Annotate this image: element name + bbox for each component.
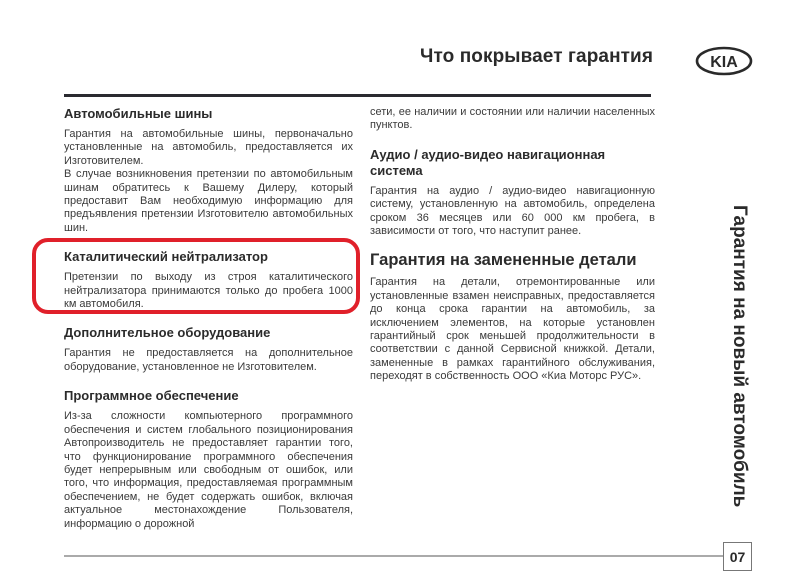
header-divider bbox=[64, 94, 651, 97]
catalyst-highlight-box bbox=[32, 238, 360, 314]
section-body-extra-equipment: Гарантия не предоставляется на дополнительное оборудование, установленное не Изготовителем. bbox=[64, 347, 353, 373]
page-number: 07 bbox=[723, 542, 752, 571]
page-title: Что покрывает гарантия bbox=[420, 46, 654, 67]
section-body-replaced-parts: Гарантия на детали, отремонтированные или установленные взамен неисправных, предоставляется до конца срока гарантии на автомобиль, за исключением элементов, на которые установлен гарантийный срок меньшей продолжительности в соответствии с данной Сервисной книжкой. Детали, замененные в рамках гарантийного обслуживания, переходят в собственность ООО «Киа Моторс РУС». bbox=[370, 276, 655, 383]
section-heading-replaced-parts: Гарантия на замененные детали bbox=[370, 251, 637, 270]
continuation-text: сети, ее наличии и состоянии или наличии населенных пунктов. bbox=[370, 106, 655, 132]
section-heading-catalyst: Каталитический нейтрализатор bbox=[64, 249, 268, 265]
side-chapter-title: Гарантия на новый автомобиль bbox=[729, 205, 750, 508]
section-body-tires: Гарантия на автомобильные шины, первоначально установленные на автомобиль, предоставляется их Изготовителем. bbox=[64, 128, 353, 167]
section-heading-audio: Аудио / аудио-видео навигационная система bbox=[370, 146, 606, 178]
section-heading-software: Программное обеспечение bbox=[64, 388, 239, 404]
footer-divider bbox=[64, 555, 723, 557]
svg-text:KIA: KIA bbox=[710, 54, 738, 71]
right-column bbox=[370, 106, 655, 384]
section-body-tires-2: В случае возникновения претензии по автомобильным шинам обратитесь к Вашему Дилеру, который предоставит Вам необходимую информацию для предъявления претензии Изготовителю автомобильных шин. bbox=[64, 168, 353, 234]
section-heading-tires: Автомобильные шины bbox=[64, 106, 213, 121]
left-column bbox=[64, 106, 353, 531]
section-body-software: Из-за сложности компьютерного программного обеспечения и систем глобального позиционирования Автопроизводитель не предоставляет гарантии того, что функционирование программного обеспечения будет непрерывным или свободным от ошибок, или того, что информация, предоставляемая программным обеспечением, не будет содержать ошибок, включая актуальное местонахождение Пользователя, информацию о дорожной bbox=[64, 410, 353, 530]
kia-logo-icon bbox=[695, 46, 753, 76]
section-body-audio: Гарантия на аудио / аудио-видео навигационную систему, установленную на автомобиль, определена сроком 36 месяцев или 60 000 км пробега, в зависимости от того, что наступит ранее. bbox=[370, 184, 655, 238]
section-heading-extra-equipment: Дополнительное оборудование bbox=[64, 325, 271, 341]
section-body-catalyst: Претензии по выходу из строя каталитического нейтрализатора принимаются только до пробега 1000 км автомобиля. bbox=[64, 271, 353, 311]
